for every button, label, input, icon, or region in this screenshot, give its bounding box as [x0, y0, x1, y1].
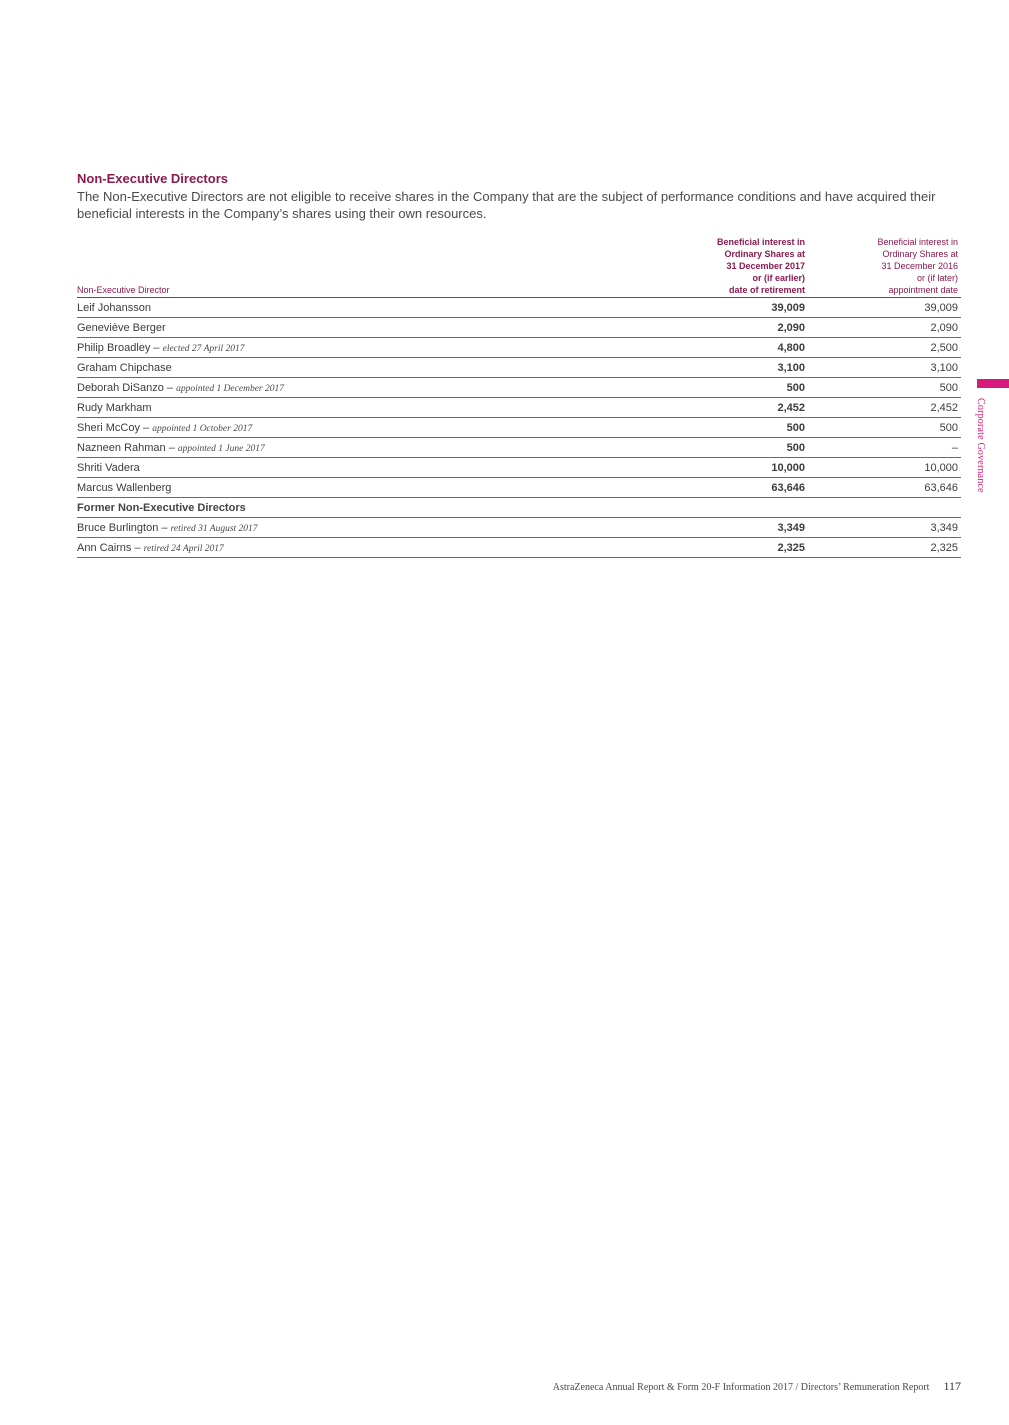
interest-2017-cell: 4,800	[645, 338, 808, 358]
interest-2016-cell: 2,090	[808, 318, 961, 338]
director-name: Geneviève Berger	[77, 321, 166, 334]
table-row	[77, 318, 961, 338]
interest-2017-cell: 3,349	[645, 518, 808, 538]
director-name: Rudy Markham	[77, 401, 152, 414]
interest-2017-cell: 39,009	[645, 298, 808, 318]
note-separator: –	[139, 421, 153, 434]
note-separator: –	[158, 521, 171, 534]
header-2016-line: Ordinary Shares at	[882, 249, 958, 259]
interest-2016-cell: 39,009	[808, 298, 961, 318]
table-row	[77, 298, 961, 318]
director-name-cell	[77, 478, 645, 498]
table-row	[77, 398, 961, 418]
header-2016-line: appointment date	[888, 285, 958, 295]
header-2017-line: Ordinary Shares at	[724, 249, 805, 259]
interest-2016-cell: 3,100	[808, 358, 961, 378]
header-director	[77, 236, 645, 298]
director-name-cell	[77, 318, 645, 338]
interest-2017-cell: 2,452	[645, 398, 808, 418]
note-separator: –	[131, 541, 144, 554]
director-name-cell	[77, 438, 645, 458]
interest-2016-cell: 500	[808, 378, 961, 398]
table-row	[77, 438, 961, 458]
interest-2017-cell: 500	[645, 438, 808, 458]
director-name: Graham Chipchase	[77, 361, 172, 374]
intro-paragraph: The Non-Executive Directors are not eligible to receive shares in the Company that are the subject of performance conditions and have acquired their beneficial interests in the Company’s shares using their own resources.	[77, 189, 936, 221]
interest-2016-cell: 3,349	[808, 518, 961, 538]
note-separator: –	[165, 441, 178, 454]
interest-2016-cell: –	[808, 438, 961, 458]
director-name: Marcus Wallenberg	[77, 481, 172, 494]
director-note: appointed 1 December 2017	[176, 383, 284, 394]
header-2016-line: 31 December 2016	[881, 261, 958, 271]
interest-2017-cell: 500	[645, 418, 808, 438]
table-row	[77, 378, 961, 398]
page-number: 117	[943, 1379, 961, 1393]
header-interest-2017	[645, 236, 808, 298]
director-name-cell	[77, 338, 645, 358]
interest-2016-cell: 2,325	[808, 538, 961, 558]
note-separator: –	[150, 341, 163, 354]
interest-2017-cell: 2,090	[645, 318, 808, 338]
interest-2017-cell: 500	[645, 378, 808, 398]
interest-2016-cell: 10,000	[808, 458, 961, 478]
header-2016-line: or (if later)	[916, 273, 958, 283]
header-2017-line: date of retirement	[728, 285, 805, 295]
former-directors-heading: Former Non-Executive Directors	[77, 498, 961, 518]
table-header-row	[77, 236, 961, 298]
header-interest-2016	[808, 236, 961, 298]
table-row	[77, 538, 961, 558]
table-row	[77, 358, 961, 378]
director-name: Nazneen Rahman	[77, 441, 166, 454]
table-row	[77, 518, 961, 538]
director-name-cell	[77, 538, 645, 558]
section-tab-marker	[977, 379, 1009, 388]
director-shareholdings-table	[77, 236, 961, 558]
director-name-cell	[77, 458, 645, 478]
director-name: Ann Cairns	[77, 541, 132, 554]
interest-2016-cell: 63,646	[808, 478, 961, 498]
director-name-cell	[77, 358, 645, 378]
footer-text: AstraZeneca Annual Report & Form 20-F Information 2017 / Directors’ Remuneration Report	[552, 1382, 930, 1393]
director-name-cell	[77, 418, 645, 438]
header-2017-line: Beneficial interest in	[716, 237, 805, 247]
table-row	[77, 338, 961, 358]
director-note: retired 24 April 2017	[143, 543, 224, 554]
director-name: Bruce Burlington	[77, 521, 159, 534]
interest-2017-cell: 63,646	[645, 478, 808, 498]
director-name: Sheri McCoy	[77, 421, 140, 434]
director-note: retired 31 August 2017	[170, 523, 258, 534]
director-name-cell	[77, 518, 645, 538]
header-2017-line: or (if earlier)	[752, 273, 805, 283]
table-row	[77, 478, 961, 498]
interest-2016-cell: 500	[808, 418, 961, 438]
director-name-cell	[77, 298, 645, 318]
interest-2017-cell: 3,100	[645, 358, 808, 378]
director-name: Leif Johansson	[77, 301, 151, 314]
director-name-cell	[77, 378, 645, 398]
director-note: appointed 1 October 2017	[152, 423, 253, 434]
note-separator: –	[163, 381, 177, 394]
interest-2017-cell: 2,325	[645, 538, 808, 558]
interest-2017-cell: 10,000	[645, 458, 808, 478]
director-note: appointed 1 June 2017	[177, 443, 265, 454]
director-name: Philip Broadley	[77, 341, 151, 354]
side-section-label: Corporate Governance	[975, 398, 986, 493]
interest-2016-cell: 2,452	[808, 398, 961, 418]
director-name-cell	[77, 398, 645, 418]
former-directors-heading-row	[77, 498, 961, 518]
header-2016-line: Beneficial interest in	[877, 237, 958, 247]
director-note: elected 27 April 2017	[162, 343, 245, 354]
table-row	[77, 458, 961, 478]
table-row	[77, 418, 961, 438]
director-name: Deborah DiSanzo	[77, 381, 164, 394]
header-2017-line: 31 December 2017	[726, 261, 805, 271]
interest-2016-cell: 2,500	[808, 338, 961, 358]
page-footer	[553, 1379, 961, 1394]
director-name: Shriti Vadera	[77, 461, 140, 474]
header-director-label: Non-Executive Director	[77, 285, 170, 295]
section-title: Non-Executive Directors	[77, 171, 228, 186]
